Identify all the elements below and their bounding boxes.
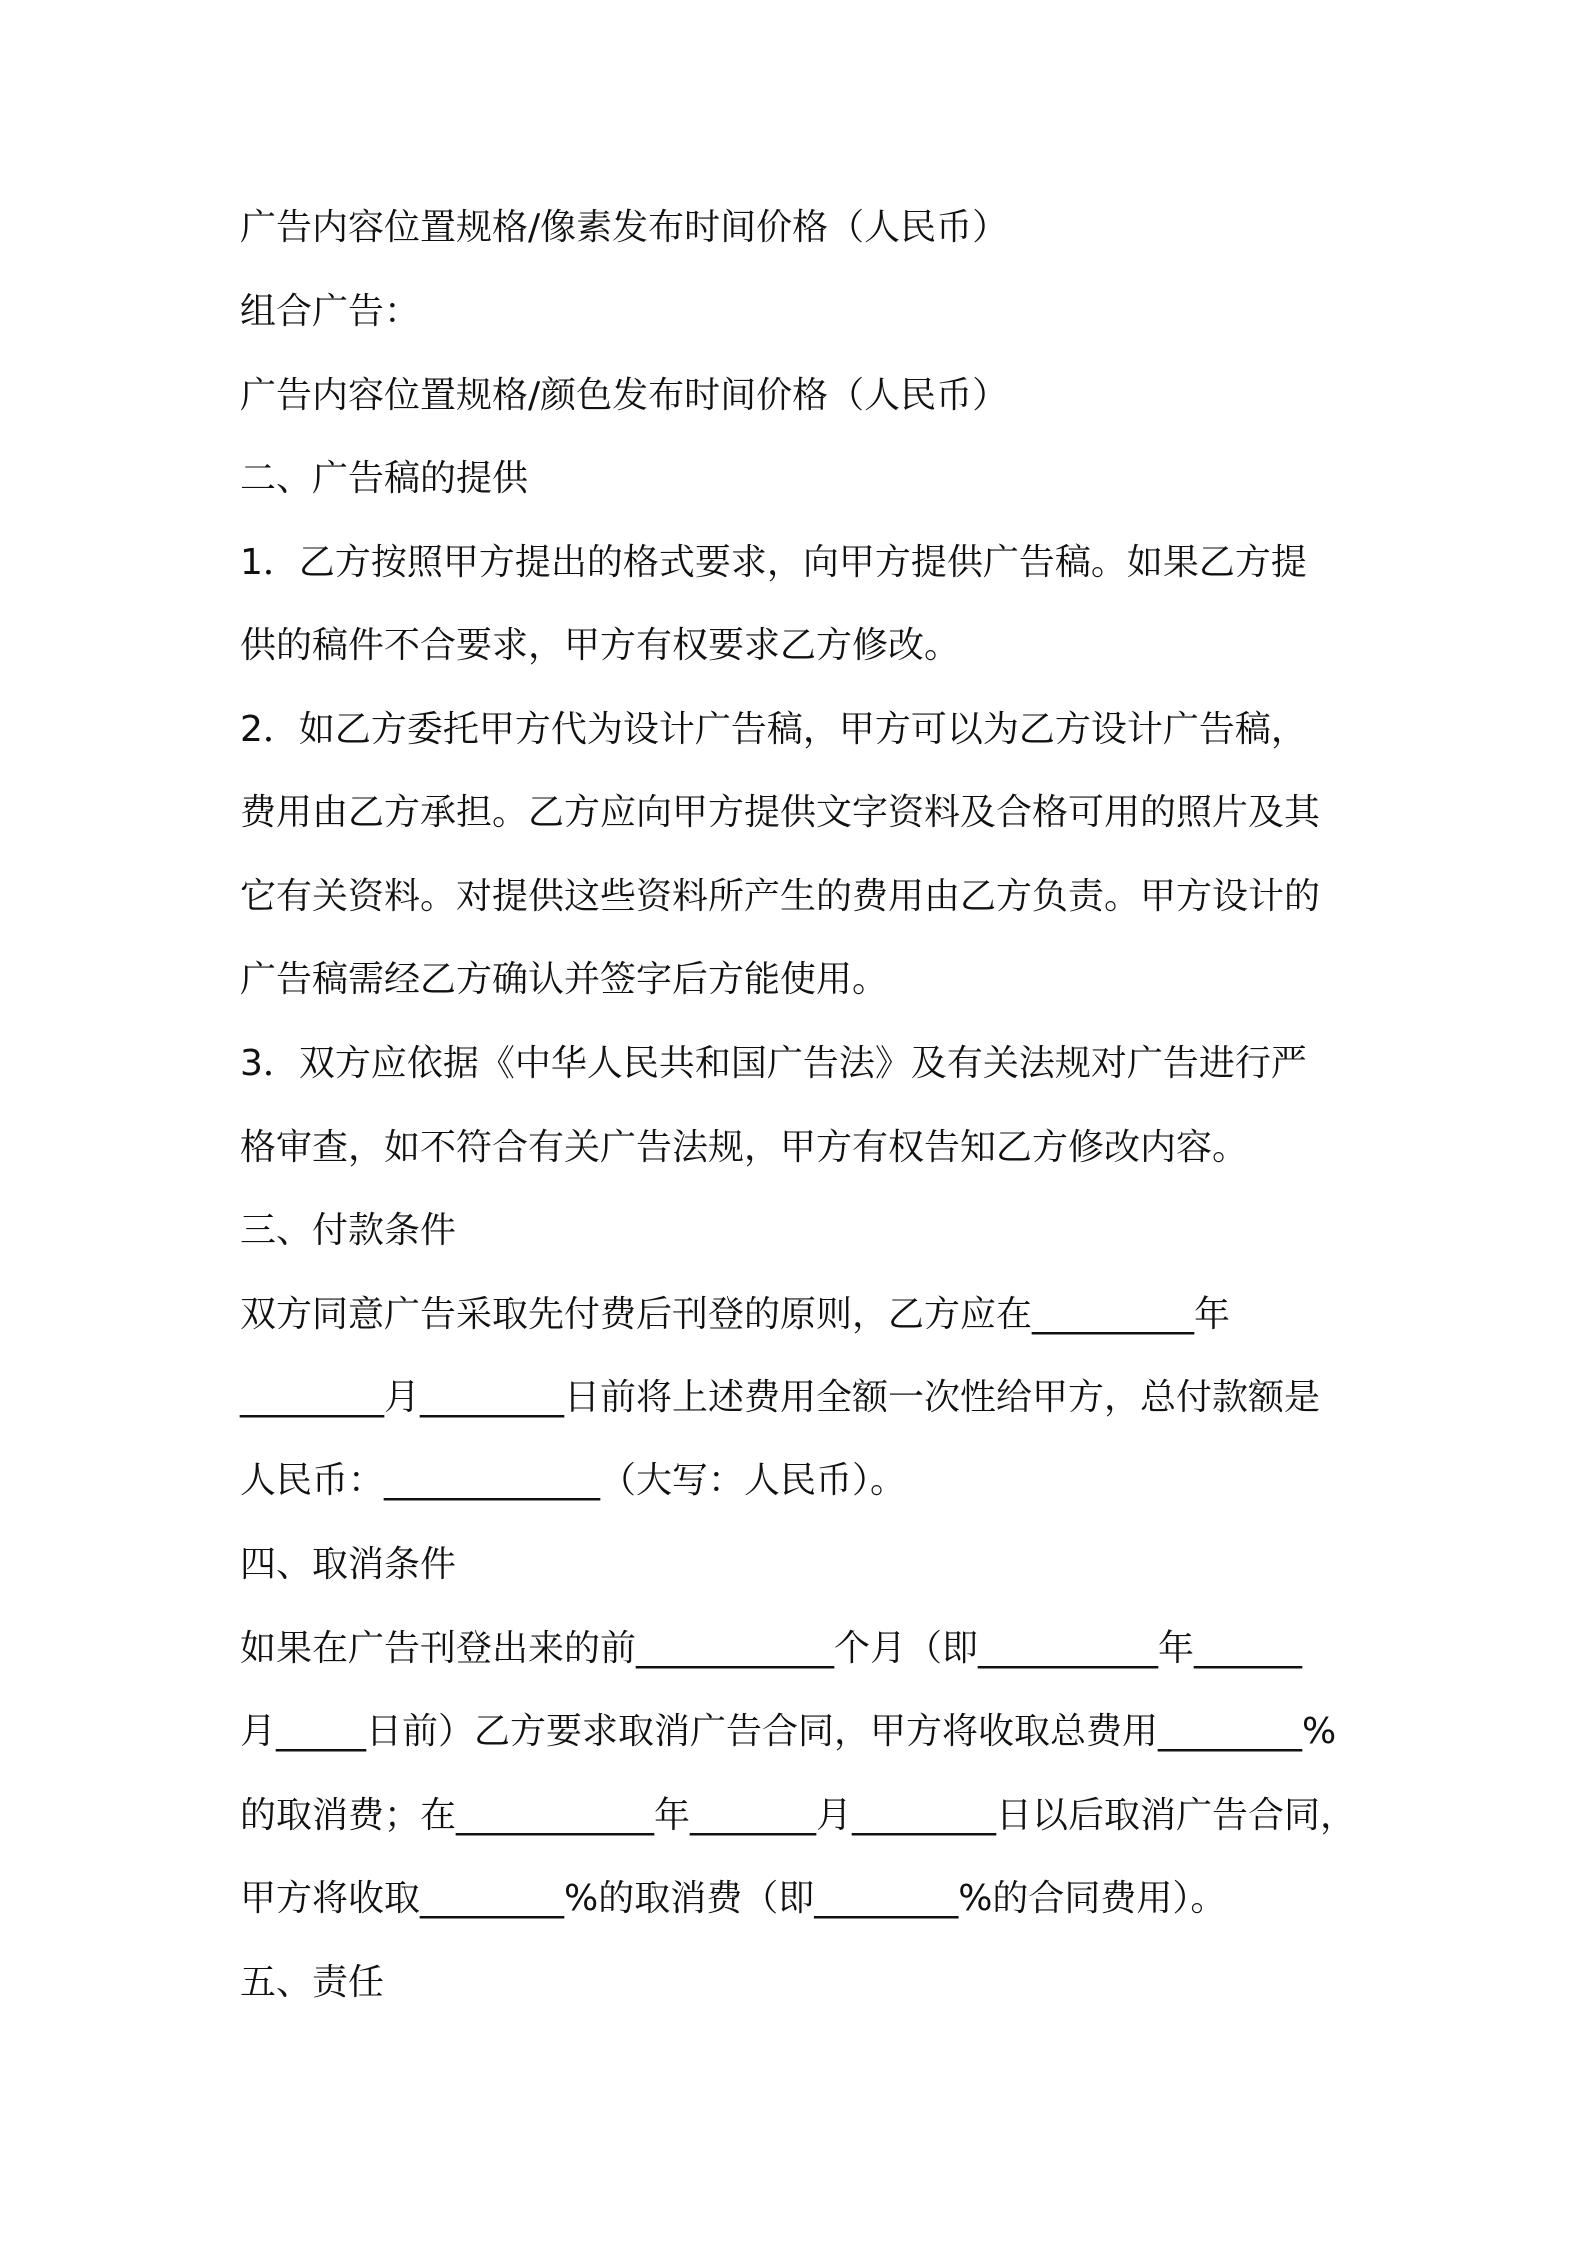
cancel-line-3: 的取消费；在___________年_______月________日以后取消广告合同， xyxy=(240,1795,1357,1836)
section-heading-5: 五、责任 xyxy=(240,1962,385,2003)
clause-2-2-line-4: 广告稿需经乙方确认并签字后方能使用。 xyxy=(240,959,889,1000)
clause-2-2-line-2: 费用由乙方承担。乙方应向甲方提供文字资料及合格可用的照片及其 xyxy=(240,792,1321,833)
section-heading-3: 三、付款条件 xyxy=(240,1210,457,1251)
payment-line-3: 人民币：____________（大写：人民币）。 xyxy=(240,1460,907,1501)
clause-2-1-line-1: 1．乙方按照甲方提出的格式要求，向甲方提供广告稿。如果乙方提 xyxy=(240,542,1307,583)
section-combo-ads-label: 组合广告： xyxy=(240,291,421,332)
table-header-pixel-ads: 广告内容位置规格/像素发布时间价格（人民币） xyxy=(240,207,1009,248)
payment-line-1: 双方同意广告采取先付费后刊登的原则，乙方应在_________年 xyxy=(240,1294,1231,1335)
cancel-line-1: 如果在广告刊登出来的前___________个月（即__________年______ xyxy=(240,1628,1303,1669)
clause-2-3-line-2: 格审查，如不符合有关广告法规，甲方有权告知乙方修改内容。 xyxy=(240,1127,1249,1168)
cancel-line-2: 月_____日前）乙方要求取消广告合同，甲方将收取总费用________% xyxy=(240,1711,1337,1752)
clause-2-1-line-2: 供的稿件不合要求，甲方有权要求乙方修改。 xyxy=(240,625,961,666)
cancel-line-4: 甲方将收取________%的取消费（即________%的合同费用）。 xyxy=(240,1878,1227,1919)
section-heading-2: 二、广告稿的提供 xyxy=(240,458,529,499)
clause-2-2-line-1: 2．如乙方委托甲方代为设计广告稿，甲方可以为乙方设计广告稿， xyxy=(240,709,1307,750)
clause-2-3-line-1: 3．双方应依据《中华人民共和国广告法》及有关法规对广告进行严 xyxy=(240,1043,1307,1084)
table-header-color-ads: 广告内容位置规格/颜色发布时间价格（人民币） xyxy=(240,375,1009,416)
payment-line-2: ________月________日前将上述费用全额一次性给甲方，总付款额是 xyxy=(240,1377,1321,1418)
clause-2-2-line-3: 它有关资料。对提供这些资料所产生的费用由乙方负责。甲方设计的 xyxy=(240,876,1321,917)
section-heading-4: 四、取消条件 xyxy=(240,1544,457,1585)
